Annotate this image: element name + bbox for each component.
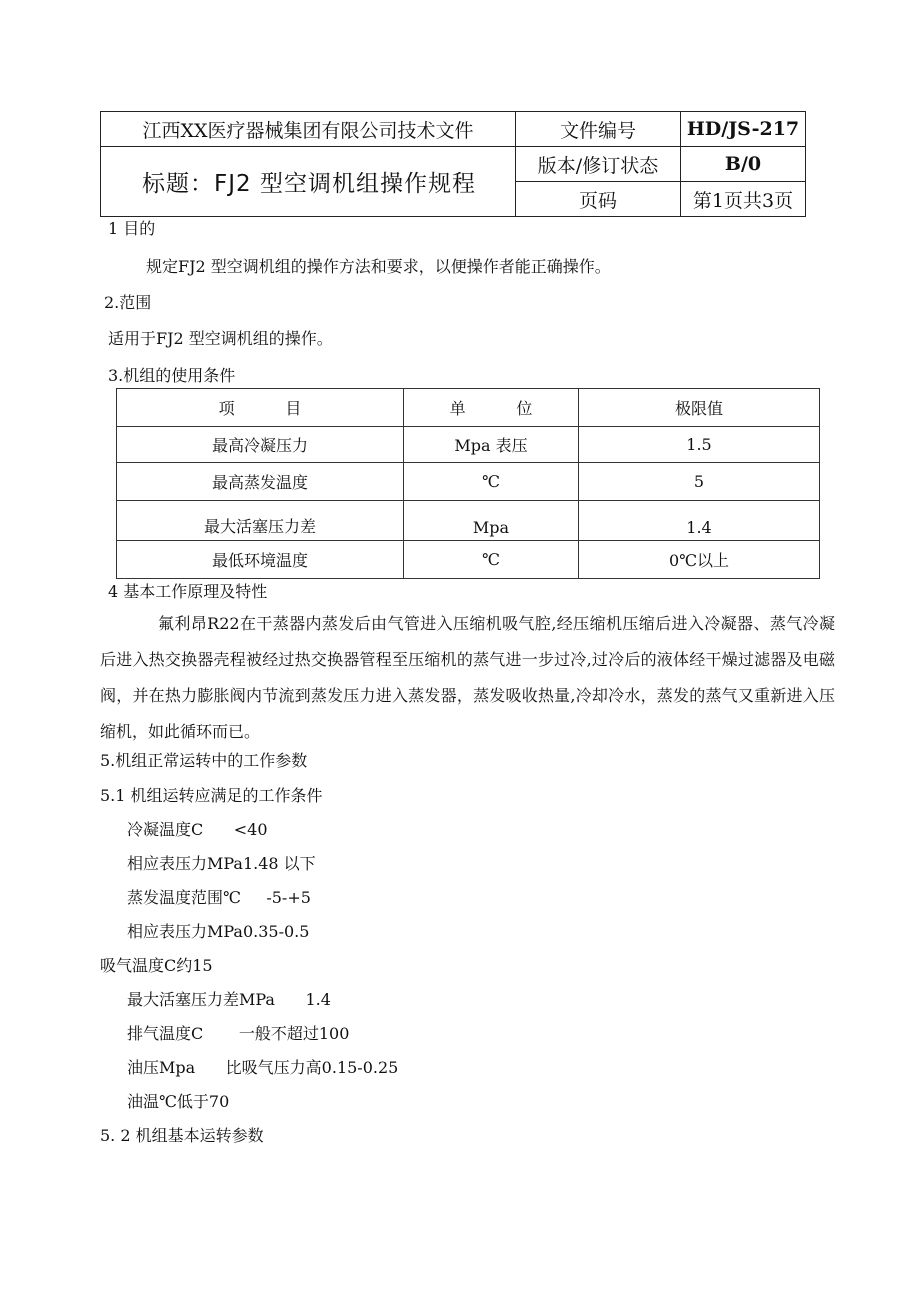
- document-header-table: [100, 111, 806, 217]
- section-3-heading: 3.机组的使用条件: [108, 366, 236, 385]
- table-cell-unit: ℃: [404, 541, 579, 579]
- table-cell-item: 最高蒸发温度: [117, 463, 404, 501]
- param-line: 排气温度C 一般不超过100: [127, 1024, 350, 1043]
- section-1-text: 规定FJ2 型空调机组的操作方法和要求，以便操作者能正确操作。: [146, 257, 611, 276]
- page-value: 第1页共3页: [681, 182, 806, 217]
- table-cell-limit: 5: [579, 463, 820, 501]
- version-label: 版本/修订状态: [516, 147, 681, 182]
- doc-number-value: HD/JS-217: [681, 112, 806, 147]
- section-2-text: 适用于FJ2 型空调机组的操作。: [108, 329, 333, 348]
- table-row: [117, 463, 820, 501]
- param-line: 蒸发温度范围℃ -5-+5: [127, 888, 311, 907]
- param-line: 最大活塞压力差MPa 1.4: [127, 990, 331, 1009]
- page-label: 页码: [516, 182, 681, 217]
- param-line: 相应表压力MPa1.48 以下: [127, 854, 316, 873]
- document-title: 标题：FJ2 型空调机组操作规程: [101, 147, 516, 217]
- version-value: B/0: [681, 147, 806, 182]
- section-5-1-heading: 5.1 机组运转应满足的工作条件: [100, 786, 323, 805]
- param-line: 冷凝温度C <40: [127, 820, 268, 839]
- usage-conditions-table: [116, 388, 820, 579]
- company-name-cell: 江西XX医疗器械集团有限公司技术文件: [101, 112, 516, 147]
- section-2-heading: 2.范围: [104, 293, 152, 312]
- section-5-2-heading: 5. 2 机组基本运转参数: [100, 1126, 264, 1145]
- table-cell-unit: Mpa 表压: [404, 427, 579, 463]
- table-header-unit: 单 位: [404, 389, 579, 427]
- table-cell-unit: Mpa: [404, 501, 579, 541]
- table-row: [117, 541, 820, 579]
- table-cell-unit: ℃: [404, 463, 579, 501]
- section-1-heading: 1 目的: [108, 219, 156, 238]
- table-cell-limit: 1.5: [579, 427, 820, 463]
- table-cell-item: 最低环境温度: [117, 541, 404, 579]
- param-line: 油温℃低于70: [127, 1092, 230, 1111]
- table-cell-limit: 0℃以上: [579, 541, 820, 579]
- doc-number-label: 文件编号: [516, 112, 681, 147]
- param-line: 吸气温度C约15: [100, 956, 213, 975]
- table-row: [117, 501, 820, 541]
- table-cell-limit: 1.4: [579, 501, 820, 541]
- section-4-text: 氟利昂R22在干蒸器内蒸发后由气管进入压缩机吸气腔,经压缩机压缩后进入冷凝器、蒸气冷凝后进入热交换器壳程被经过热交换器管程至压缩机的蒸气进一步过冷,过冷后的液体经干燥过滤器及电磁阀，并在热力膨胀阀内节流到蒸发压力进入蒸发器，蒸发吸收热量,冷却冷水，蒸发的蒸气又重新进入压缩机，如此循环而已。: [100, 614, 835, 741]
- table-cell-item: 最大活塞压力差: [117, 501, 404, 541]
- param-line: 相应表压力MPa0.35-0.5: [127, 922, 310, 941]
- param-line: 油压Mpa 比吸气压力高0.15-0.25: [127, 1058, 399, 1077]
- section-5-heading: 5.机组正常运转中的工作参数: [100, 751, 308, 770]
- table-row: [117, 427, 820, 463]
- section-4-heading: 4 基本工作原理及特性: [108, 582, 268, 601]
- table-header-limit: 极限值: [579, 389, 820, 427]
- table-cell-item: 最高冷凝压力: [117, 427, 404, 463]
- table-header-item: 项 目: [117, 389, 404, 427]
